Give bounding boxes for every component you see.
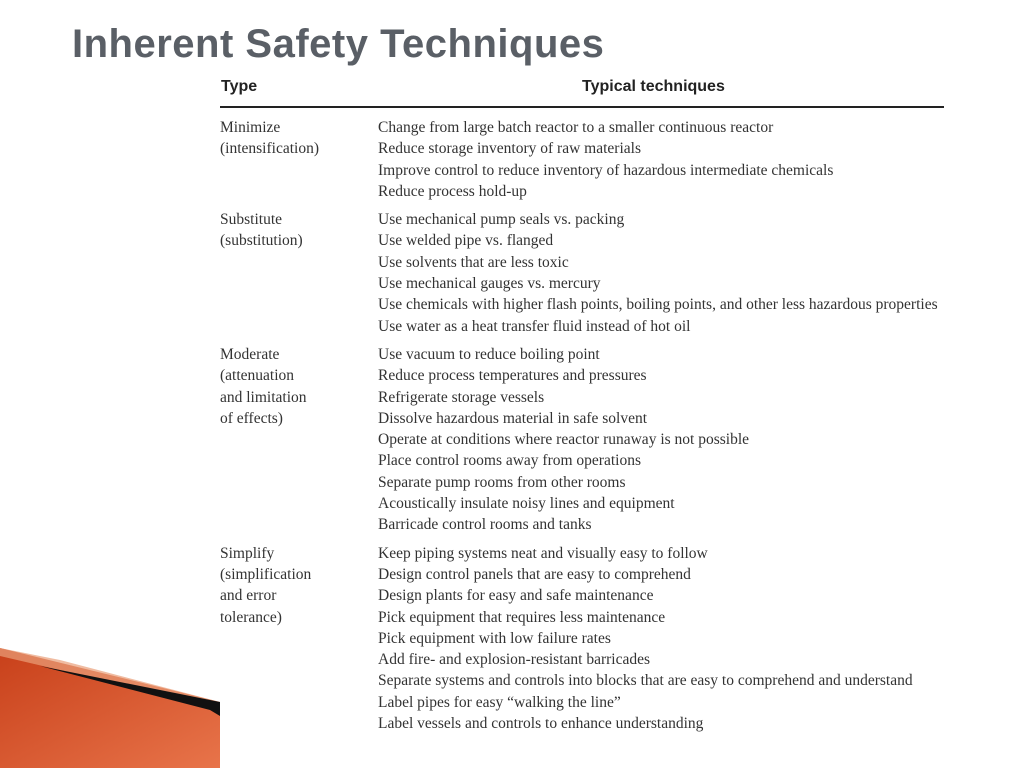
technique-item: Design plants for easy and safe maintenance [378,587,654,605]
technique-item: Add fire- and explosion-resistant barricades [378,651,651,669]
row-type-line: of effects) [220,409,283,427]
table-row [220,344,944,536]
table-row [220,117,944,202]
row-type-line: Substitute [220,211,283,229]
table-row [220,209,944,337]
technique-item: Pick equipment with low failure rates [378,629,611,647]
technique-item: Use mechanical gauges vs. mercury [378,275,601,293]
technique-item: Separate pump rooms from other rooms [378,473,626,491]
row-type-line: (attenuation [220,367,295,385]
technique-item: Use mechanical pump seals vs. packing [378,211,625,229]
row-type-line: and limitation [220,388,307,406]
row-techniques [378,344,944,536]
techniques-table [220,76,944,734]
technique-item: Use chemicals with higher flash points, boiling points, and other less hazardous properties [378,296,938,314]
row-type-line: (simplification [220,565,312,583]
row-type-line: and error [220,587,277,605]
row-type [220,543,370,628]
row-type-line: Moderate [220,345,280,363]
row-techniques [378,209,944,337]
technique-item: Reduce storage inventory of raw materials [378,140,641,158]
row-techniques [378,543,944,735]
technique-item: Use vacuum to reduce boiling point [378,345,600,363]
technique-item: Operate at conditions where reactor runaway is not possible [378,431,750,449]
row-type-line: Simplify [220,544,275,562]
technique-item: Design control panels that are easy to comprehend [378,565,691,583]
row-type-line: (substitution) [220,232,303,250]
technique-item: Use solvents that are less toxic [378,253,569,271]
row-type-line: (intensification) [220,140,319,158]
technique-item: Barricade control rooms and tanks [378,516,592,534]
table-header [220,76,944,108]
header-type: Type [221,78,258,95]
technique-item: Improve control to reduce inventory of hazardous intermediate chemicals [378,161,834,179]
technique-item: Label pipes for easy “walking the line” [378,693,621,711]
technique-item: Pick equipment that requires less maintenance [378,608,666,626]
row-type-line: tolerance) [220,608,282,626]
row-techniques [378,117,944,202]
row-type [220,344,370,429]
technique-item: Reduce process temperatures and pressures [378,367,647,385]
technique-item: Reduce process hold-up [378,182,527,200]
row-type [220,209,370,252]
row-type-line: Minimize [220,119,281,136]
slide-title: Inherent Safety Techniques [72,22,605,66]
technique-item: Refrigerate storage vessels [378,388,545,406]
technique-item: Acoustically insulate noisy lines and equipment [378,495,675,513]
table-row [220,543,944,735]
row-type [220,117,370,160]
table-body [220,117,944,734]
technique-item: Separate systems and controls into blocks that are easy to comprehend and understand [378,672,913,690]
technique-item: Use water as a heat transfer fluid instead of hot oil [378,317,691,335]
header-techniques: Typical techniques [582,78,725,95]
technique-item: Dissolve hazardous material in safe solvent [378,409,648,427]
technique-item: Change from large batch reactor to a smaller continuous reactor [378,119,774,136]
technique-item: Place control rooms away from operations [378,452,641,470]
technique-item: Label vessels and controls to enhance understanding [378,715,704,733]
technique-item: Use welded pipe vs. flanged [378,232,554,250]
technique-item: Keep piping systems neat and visually easy to follow [378,544,708,562]
decorative-corner-shape [0,640,220,768]
